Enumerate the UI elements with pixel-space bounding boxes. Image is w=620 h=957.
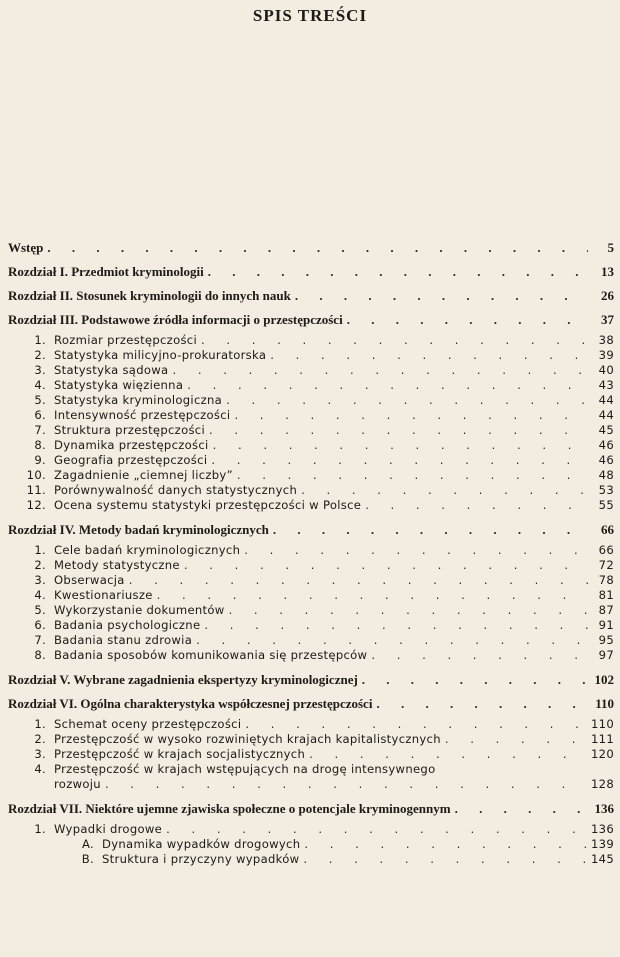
toc-entry-title: Cele badań kryminologicznych — [54, 543, 241, 557]
toc-entry-page: 13 — [601, 264, 614, 279]
toc-entry-section — [8, 453, 614, 468]
toc-entry-page: 48 — [598, 468, 614, 482]
toc-entry-title: Badania stanu zdrowia — [54, 633, 193, 647]
toc-entry-chapter — [8, 672, 614, 687]
toc-entry-page: 78 — [598, 573, 614, 587]
toc-entry-section — [8, 732, 614, 747]
toc-entry-number: 2. — [34, 732, 46, 746]
toc-entry-title: Rozdział VI. Ogólna charakterystyka współczesnej przestępczości — [8, 696, 373, 711]
toc-entry-number: 7. — [34, 633, 46, 647]
toc-entry-page: 111 — [590, 732, 614, 746]
leader-dots — [201, 333, 588, 348]
toc-entry-section — [8, 717, 614, 732]
toc-entry-title: Przestępczość w krajach socjalistycznych — [54, 747, 306, 761]
toc-entry-number: 1. — [34, 717, 46, 731]
toc-entry-section — [8, 408, 614, 423]
toc-entry-title: Wypadki drogowe — [54, 822, 163, 836]
toc-entry-title: Kwestionariusze — [54, 588, 153, 602]
toc-entry-title: Dynamika wypadków drogowych — [102, 837, 301, 851]
toc-entry-page: 53 — [598, 483, 614, 497]
toc-entry-title: Schemat oceny przestępczości — [54, 717, 242, 731]
toc-entry-section — [8, 468, 614, 483]
toc-entry-chapter — [8, 240, 614, 255]
toc-entry-title: Przestępczość w wysoko rozwiniętych krajach kapitalistycznych — [54, 732, 441, 746]
toc-entry-number: 10. — [26, 468, 46, 482]
leader-dots — [273, 522, 588, 537]
toc-entry-section — [8, 573, 614, 588]
leader-dots — [455, 801, 588, 816]
toc-entry-number: 11. — [26, 483, 46, 497]
toc-entry-title-continued: rozwoju — [54, 777, 101, 791]
toc-entry-page: 46 — [598, 453, 614, 467]
leader-dots — [303, 852, 587, 867]
toc-entry-page: 5 — [607, 240, 614, 255]
toc-entry-page: 45 — [598, 423, 614, 437]
leader-dots — [376, 696, 588, 711]
leader-dots — [187, 378, 588, 393]
toc-entry-title: Wykorzystanie dokumentów — [54, 603, 225, 617]
toc-entry-subsection — [8, 837, 614, 852]
toc-entry-chapter — [8, 288, 614, 303]
toc-entry-title: Porównywalność danych statystycznych — [54, 483, 298, 497]
leader-dots — [229, 603, 588, 618]
toc-entry-title: Rozdział III. Podstawowe źródła informacji o przestępczości — [8, 312, 343, 327]
toc-entry-page: 136 — [594, 801, 614, 816]
toc-entry-number: 3. — [34, 363, 46, 377]
toc-entry-page: 110 — [595, 696, 614, 711]
toc-entry-subsection — [8, 852, 614, 867]
leader-dots — [304, 837, 587, 852]
toc-entry-page: 40 — [598, 363, 614, 377]
toc-entry-number: 8. — [34, 648, 46, 662]
leader-dots — [244, 543, 588, 558]
toc-entry-title: Statystyka sądowa — [54, 363, 169, 377]
toc-entry-title: Dynamika przestępczości — [54, 438, 209, 452]
toc-entry-page: 44 — [598, 408, 614, 422]
leader-dots — [211, 453, 588, 468]
toc-entry-number: 1. — [34, 543, 46, 557]
leader-dots — [245, 717, 587, 732]
toc-entry-number: 4. — [34, 378, 46, 392]
leader-dots — [295, 288, 588, 303]
leader-dots — [129, 573, 588, 588]
toc-entry-page: 39 — [598, 348, 614, 362]
leader-dots — [184, 558, 588, 573]
toc-entry-section — [8, 822, 614, 837]
toc-entry-number: 1. — [34, 333, 46, 347]
leader-dots — [237, 468, 588, 483]
toc-entry-title: Rozdział VII. Niektóre ujemne zjawiska społeczne o potencjale kryminogennym — [8, 801, 451, 816]
leader-dots — [270, 348, 588, 363]
leader-dots — [209, 423, 588, 438]
leader-dots — [208, 264, 588, 279]
toc-entry-page: 37 — [601, 312, 614, 327]
toc-entry-title: Ocena systemu statystyki przestępczości w Polsce — [54, 498, 362, 512]
toc-entry-title: Rozdział V. Wybrane zagadnienia ekspertyzy kryminologicznej — [8, 672, 358, 687]
toc-entry-page: 110 — [590, 717, 614, 731]
toc-entry-title: Statystyka więzienna — [54, 378, 184, 392]
toc-entry-number: 12. — [26, 498, 46, 512]
toc-entry-number: 8. — [34, 438, 46, 452]
toc-entry-page: 128 — [590, 777, 614, 791]
toc-entry-section — [8, 483, 614, 498]
toc-entry-number: 4. — [34, 588, 46, 602]
toc-entry-section — [8, 633, 614, 648]
toc-entry-number: 6. — [34, 408, 46, 422]
toc-entry-section — [8, 618, 614, 633]
toc-entry-page: 46 — [598, 438, 614, 452]
toc-entry-number: 5. — [34, 603, 46, 617]
toc-entry-title: Statystyka kryminologiczna — [54, 393, 223, 407]
toc-entry-title: Wstęp — [8, 240, 44, 255]
toc-entry-page: 136 — [590, 822, 614, 836]
leader-dots — [365, 498, 588, 513]
toc-entry-title: Rozmiar przestępczości — [54, 333, 197, 347]
leader-dots — [226, 393, 588, 408]
toc-entry-title: Struktura przestępczości — [54, 423, 205, 437]
leader-dots — [172, 363, 588, 378]
toc-entry-number: 5. — [34, 393, 46, 407]
toc-entry-page: 38 — [598, 333, 614, 347]
toc-entry-page: 66 — [598, 543, 614, 557]
toc-entry-title: Intensywność przestępczości — [54, 408, 231, 422]
toc-entry-number: 6. — [34, 618, 46, 632]
leader-dots — [213, 438, 588, 453]
leader-dots — [105, 777, 587, 792]
toc-entry-title: Geografia przestępczości — [54, 453, 208, 467]
toc-entry-title: Rozdział II. Stosunek kryminologii do innych nauk — [8, 288, 291, 303]
leader-dots — [347, 312, 588, 327]
toc-entry-title: Obserwacja — [54, 573, 125, 587]
toc-entry-section — [8, 363, 614, 378]
toc-entry-section — [8, 498, 614, 513]
page-title: SPIS TREŚCI — [252, 6, 368, 25]
toc-entry-number: 1. — [34, 822, 46, 836]
toc-entry-chapter — [8, 264, 614, 279]
leader-dots — [445, 732, 587, 747]
toc-entry-page: 97 — [598, 648, 614, 662]
toc-entry-chapter — [8, 696, 614, 711]
toc-entry-chapter — [8, 801, 614, 816]
toc-entry-number: 4. — [34, 762, 46, 776]
leader-dots — [166, 822, 587, 837]
toc-entry-page: 87 — [598, 603, 614, 617]
toc-entry-title: Badania sposobów komunikowania się przestępców — [54, 648, 368, 662]
toc-entry-title: Zagadnienie „ciemnej liczby” — [54, 468, 233, 482]
toc-entry-section — [8, 333, 614, 348]
toc-entry-section — [8, 603, 614, 618]
table-of-contents — [8, 240, 614, 867]
toc-entry-number: 2. — [34, 348, 46, 362]
leader-dots — [362, 672, 588, 687]
toc-entry-page: 26 — [601, 288, 614, 303]
toc-entry-page: 120 — [590, 747, 614, 761]
toc-entry-number: B. — [81, 852, 94, 866]
toc-entry-page: 145 — [590, 852, 614, 866]
toc-entry-page: 43 — [598, 378, 614, 392]
toc-entry-section — [8, 348, 614, 363]
toc-entry-page: 81 — [598, 588, 614, 602]
leader-dots — [301, 483, 588, 498]
toc-entry-continuation — [8, 777, 614, 792]
leader-dots — [371, 648, 588, 663]
toc-entry-page: 91 — [598, 618, 614, 632]
toc-entry-title: Struktura i przyczyny wypadków — [102, 852, 300, 866]
toc-entry-chapter — [8, 312, 614, 327]
toc-entry-title: Rozdział I. Przedmiot kryminologii — [8, 264, 204, 279]
leader-dots — [47, 240, 588, 255]
leader-dots — [234, 408, 588, 423]
toc-entry-page: 102 — [594, 672, 614, 687]
toc-entry-title: Statystyka milicyjno-prokuratorska — [54, 348, 267, 362]
toc-entry-page: 72 — [598, 558, 614, 572]
toc-entry-page: 139 — [590, 837, 614, 851]
toc-entry-number: 3. — [34, 747, 46, 761]
toc-entry-section — [8, 378, 614, 393]
toc-entry-page: 44 — [598, 393, 614, 407]
toc-entry-section — [8, 543, 614, 558]
toc-entry-title: Badania psychologiczne — [54, 618, 201, 632]
toc-entry-number: A. — [81, 837, 94, 851]
leader-dots — [309, 747, 587, 762]
leader-dots — [196, 633, 588, 648]
toc-entry-page: 55 — [598, 498, 614, 512]
toc-entry-section — [8, 423, 614, 438]
leader-dots — [204, 618, 588, 633]
toc-entry-page: 95 — [598, 633, 614, 647]
toc-entry-section — [8, 558, 614, 573]
toc-entry-number: 9. — [34, 453, 46, 467]
leader-dots — [157, 588, 588, 603]
toc-entry-section — [8, 588, 614, 603]
toc-entry-title: Przestępczość w krajach wstępujących na drogę intensywnego — [54, 762, 436, 776]
toc-entry-chapter — [8, 522, 614, 537]
toc-entry-page: 66 — [601, 522, 614, 537]
toc-entry-number: 3. — [34, 573, 46, 587]
toc-entry-number: 2. — [34, 558, 46, 572]
toc-entry-number: 7. — [34, 423, 46, 437]
toc-entry-section — [8, 393, 614, 408]
toc-entry-section — [8, 438, 614, 453]
toc-entry-title: Metody statystyczne — [54, 558, 180, 572]
toc-entry-section — [8, 747, 614, 762]
toc-entry-title: Rozdział IV. Metody badań kryminologicznych — [8, 522, 269, 537]
toc-entry-section — [8, 648, 614, 663]
